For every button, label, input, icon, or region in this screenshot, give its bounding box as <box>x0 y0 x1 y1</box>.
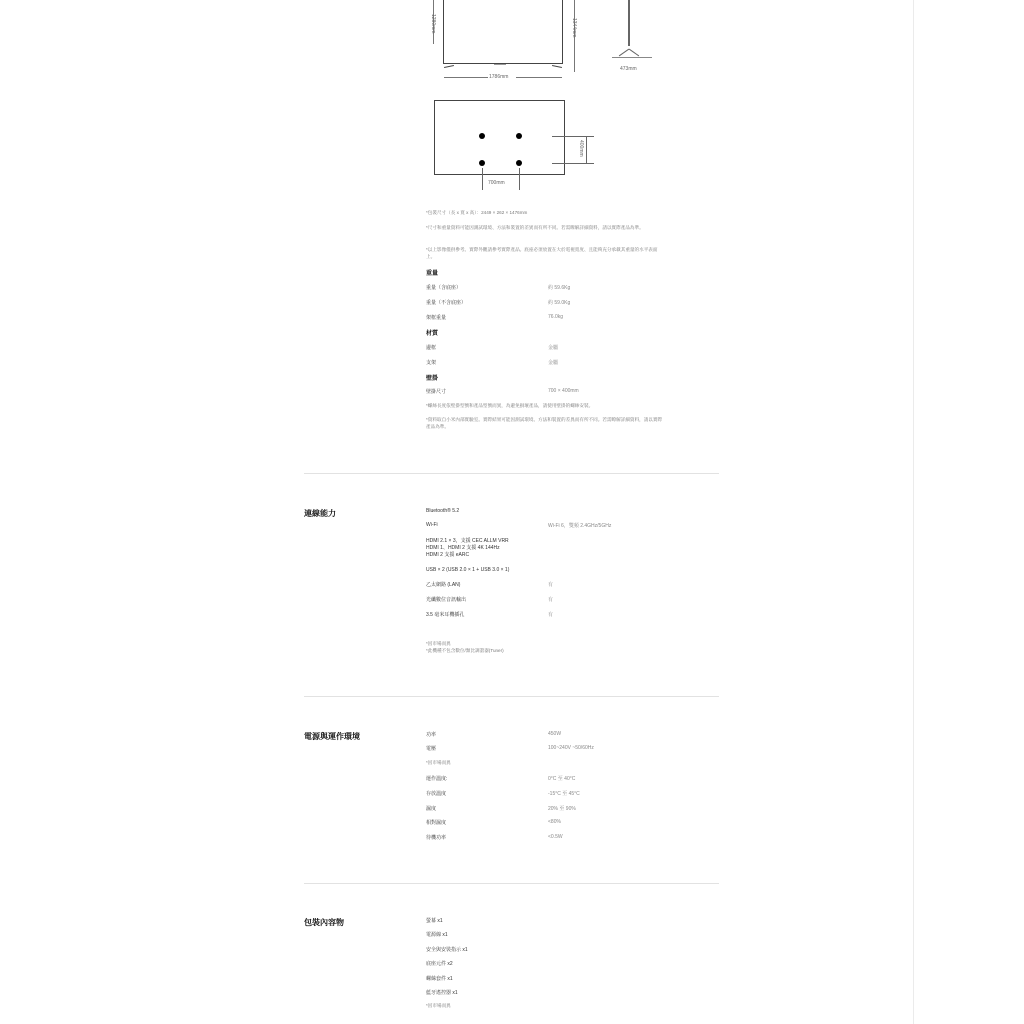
package-item: 螢幕 x1 <box>426 918 443 924</box>
weight-row-label: 重量（不含底座） <box>426 300 467 306</box>
section-divider <box>304 473 719 474</box>
tv-left-edge <box>443 0 444 64</box>
vesa-v-label: 400mm <box>578 140 584 157</box>
vesa-v-bottom-tick <box>552 163 594 164</box>
material-row-label: 支架 <box>426 360 437 366</box>
section-divider <box>304 883 719 884</box>
connectivity-note-1: *因市場而異 <box>426 641 451 646</box>
side-view-foot-left <box>619 49 629 57</box>
power-row-value: 100~240V ~50/60Hz <box>548 745 594 751</box>
connectivity-row-value: 有 <box>548 612 554 618</box>
connectivity-row-value: 有 <box>548 597 554 603</box>
power-row-value: 450W <box>548 731 562 737</box>
power-row-value: 0°C 至 40°C <box>548 776 576 782</box>
connectivity-row-label: USB × 2 (USB 2.0 × 1 + USB 3.0 × 1) <box>426 567 510 573</box>
depth-label: 473mm <box>620 66 637 72</box>
material-row-value: 金屬 <box>548 360 559 366</box>
material-row-label: 邊框 <box>426 345 437 351</box>
width-line-right <box>516 77 562 78</box>
connectivity-row-label: Bluetooth® 5.2 <box>426 508 460 514</box>
vesa-h-label: 700mm <box>488 180 505 186</box>
connectivity-row-label: HDMI 2 支援 eARC <box>426 552 470 558</box>
power-row-label: 存放溫度 <box>426 791 447 797</box>
tv-back-panel <box>434 100 565 175</box>
package-title: 包裝內容物 <box>304 918 344 927</box>
power-row-value: 20% 至 90% <box>548 806 576 812</box>
power-row-label: 相對濕度 <box>426 820 447 826</box>
height-front-label: 1280mm <box>430 14 436 34</box>
power-row-value: <0.5W <box>548 834 563 840</box>
package-item: 底座元件 x2 <box>426 961 453 967</box>
tv-center-mark <box>494 64 506 65</box>
connectivity-row-label: 乙太網路 (LAN) <box>426 582 461 588</box>
side-view-foot-right <box>629 49 639 57</box>
power-row-label: 電壓 <box>426 746 437 752</box>
package-size-note: *包裝尺寸（長 x 寬 x 高）：2449 × 262 × 1476mm <box>426 210 528 215</box>
package-item: 安全與安裝指示 x1 <box>426 947 468 953</box>
width-line-left <box>444 77 488 78</box>
vesa-hole-bottom-right <box>516 160 522 166</box>
connectivity-note-2: *此機種不包含數位/類比調諧器(Tuner) <box>426 648 504 653</box>
height-total-label: 1344mm <box>571 18 577 38</box>
package-note: *因市場而異 <box>426 1003 451 1008</box>
wall-note-2: *資料取自小米內部實驗室。實際結果可能因測試環境、方法和裝置的差異而有所不同。若需瞭解詳細資料，請以實際產品為準。 <box>426 417 663 429</box>
weight-row-label: 架框重量 <box>426 315 447 321</box>
connectivity-row-value: 有 <box>548 582 554 588</box>
connectivity-title: 連線能力 <box>304 509 336 518</box>
power-row-label: 運作溫度: <box>426 776 448 782</box>
weight-row-value: 約 59.6Kg <box>548 285 571 291</box>
page-right-border <box>913 0 914 1024</box>
connectivity-row-value: Wi-Fi 6，雙頻 2.4GHz/5GHz <box>548 523 612 529</box>
power-row-label: 待機功率 <box>426 835 447 841</box>
vesa-diagram <box>434 100 604 195</box>
tv-right-edge <box>562 0 563 64</box>
width-label: 1786mm <box>489 74 509 80</box>
package-item: 藍牙遙控器 x1 <box>426 990 458 996</box>
power-title: 電源與運作環境 <box>304 732 360 741</box>
connectivity-row-label: HDMI 2.1 × 3，支援 CEC ALLM VRR <box>426 538 509 544</box>
dimension-note-1: *尺寸和重量資料可能因測試環境、方法和裝置的差異而有所不同。若需瞭解詳細資料，請以實際產品為準。 <box>426 225 644 230</box>
vesa-h-right-tick <box>519 168 520 190</box>
vesa-hole-top-right <box>516 133 522 139</box>
material-row-value: 金屬 <box>548 345 559 351</box>
weight-row-value: 約 59.0Kg <box>548 300 571 306</box>
power-row-label: 濕度 <box>426 806 437 812</box>
dimension-note-2: *以上影像僅供參考。實際外觀請參考實際產品。底座必須放置在大於電視寬度、且能夠充分承載其重量的水平表面上。 <box>426 247 658 259</box>
connectivity-row-label: HDMI 1、HDMI 2 支援 4K 144Hz <box>426 545 500 551</box>
package-item: 螺絲套件 x1 <box>426 976 453 982</box>
vesa-hole-top-left <box>479 133 485 139</box>
vesa-v-top-tick <box>552 136 594 137</box>
wall-row-label: 壁掛尺寸 <box>426 389 447 395</box>
depth-line <box>612 57 652 58</box>
power-row-value: <80% <box>548 819 561 825</box>
wall-note-1: *螺絲長度依壁掛型號和產品型號而異，為避免損壞產品，請使用壁掛的螺絲安裝。 <box>426 403 594 408</box>
power-row-value: -15°C 至 45°C <box>548 791 580 797</box>
section-divider <box>304 696 719 697</box>
weight-row-value: 76.0kg <box>548 314 564 320</box>
material-heading: 材質 <box>426 331 439 337</box>
vesa-v-line <box>586 136 587 163</box>
vesa-hole-bottom-left <box>479 160 485 166</box>
weight-heading: 重量 <box>426 271 439 277</box>
wall-row-value: 700 × 400mm <box>548 388 579 394</box>
power-row-label: 功率 <box>426 732 437 738</box>
vesa-h-left-tick <box>482 168 483 190</box>
tv-stand-right <box>552 65 562 68</box>
tv-stand-left <box>444 65 454 68</box>
wall-heading: 壁掛 <box>426 376 439 382</box>
connectivity-row-label: 3.5 毫米耳機插孔 <box>426 612 465 618</box>
side-view-panel <box>628 0 630 46</box>
weight-row-label: 重量（含底座） <box>426 285 462 291</box>
package-item: 電源線 x1 <box>426 932 448 938</box>
power-note: *因市場而異 <box>426 760 451 765</box>
connectivity-row-label: Wi-Fi <box>426 522 438 528</box>
connectivity-row-label: 光纖數位音訊輸出 <box>426 597 467 603</box>
